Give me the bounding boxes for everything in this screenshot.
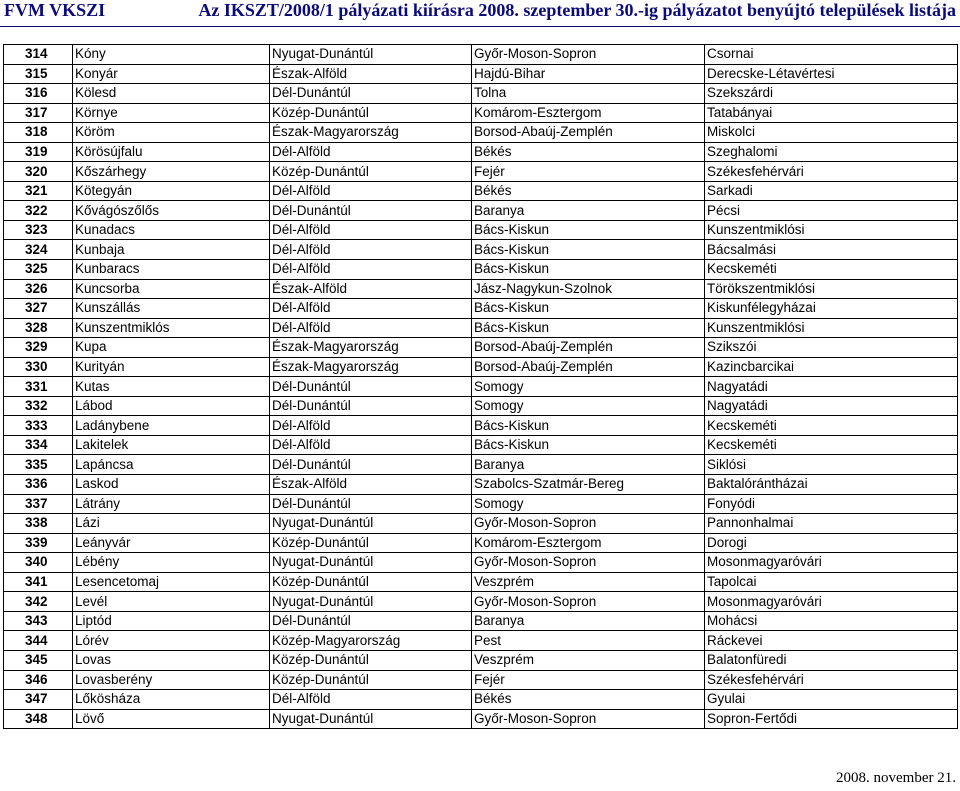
region-cell: Dél-Dunántúl (270, 201, 472, 221)
table-row (4, 611, 958, 631)
micro-region-cell: Tatabányai (705, 103, 958, 123)
row-number-cell: 333 (4, 416, 73, 436)
table-row (4, 553, 958, 573)
row-number-cell: 346 (4, 670, 73, 690)
micro-region-cell: Szekszárdi (705, 84, 958, 104)
settlement-name-cell: Lőkösháza (73, 690, 270, 710)
settlements-table (3, 44, 958, 729)
settlement-name-cell: Kurityán (73, 357, 270, 377)
table-row (4, 240, 958, 260)
table-row (4, 279, 958, 299)
table-row (4, 670, 958, 690)
micro-region-cell: Miskolci (705, 123, 958, 143)
micro-region-cell: Székesfehérvári (705, 670, 958, 690)
table-row (4, 45, 958, 65)
row-number-cell: 348 (4, 709, 73, 729)
county-cell: Bács-Kiskun (472, 240, 705, 260)
county-cell: Békés (472, 142, 705, 162)
micro-region-cell: Ráckevei (705, 631, 958, 651)
micro-region-cell: Mosonmagyaróvári (705, 592, 958, 612)
micro-region-cell: Sopron-Fertődi (705, 709, 958, 729)
settlement-name-cell: Környe (73, 103, 270, 123)
table-row (4, 338, 958, 358)
row-number-cell: 328 (4, 318, 73, 338)
county-cell: Békés (472, 181, 705, 201)
county-cell: Baranya (472, 201, 705, 221)
region-cell: Közép-Dunántúl (270, 533, 472, 553)
settlement-name-cell: Lábod (73, 396, 270, 416)
county-cell: Komárom-Esztergom (472, 103, 705, 123)
region-cell: Észak-Alföld (270, 475, 472, 495)
table-row (4, 592, 958, 612)
county-cell: Fejér (472, 162, 705, 182)
county-cell: Somogy (472, 494, 705, 514)
settlement-name-cell: Liptód (73, 611, 270, 631)
micro-region-cell: Pannonhalmai (705, 514, 958, 534)
county-cell: Tolna (472, 84, 705, 104)
settlement-name-cell: Kölesd (73, 84, 270, 104)
settlement-name-cell: Lapáncsa (73, 455, 270, 475)
county-cell: Pest (472, 631, 705, 651)
settlement-name-cell: Konyár (73, 64, 270, 84)
settlement-name-cell: Lórév (73, 631, 270, 651)
region-cell: Közép-Dunántúl (270, 103, 472, 123)
county-cell: Győr-Moson-Sopron (472, 592, 705, 612)
micro-region-cell: Csornai (705, 45, 958, 65)
county-cell: Bács-Kiskun (472, 318, 705, 338)
micro-region-cell: Pécsi (705, 201, 958, 221)
county-cell: Borsod-Abaúj-Zemplén (472, 338, 705, 358)
settlement-name-cell: Látrány (73, 494, 270, 514)
region-cell: Dél-Alföld (270, 181, 472, 201)
region-cell: Dél-Dunántúl (270, 611, 472, 631)
row-number-cell: 335 (4, 455, 73, 475)
micro-region-cell: Tapolcai (705, 572, 958, 592)
micro-region-cell: Fonyódi (705, 494, 958, 514)
county-cell: Győr-Moson-Sopron (472, 514, 705, 534)
settlement-name-cell: Körösújfalu (73, 142, 270, 162)
row-number-cell: 330 (4, 357, 73, 377)
row-number-cell: 319 (4, 142, 73, 162)
settlement-name-cell: Kunszentmiklós (73, 318, 270, 338)
row-number-cell: 322 (4, 201, 73, 221)
county-cell: Bács-Kiskun (472, 220, 705, 240)
region-cell: Közép-Dunántúl (270, 572, 472, 592)
region-cell: Dél-Alföld (270, 220, 472, 240)
region-cell: Észak-Alföld (270, 279, 472, 299)
micro-region-cell: Törökszentmiklósi (705, 279, 958, 299)
county-cell: Győr-Moson-Sopron (472, 709, 705, 729)
micro-region-cell: Kunszentmiklósi (705, 318, 958, 338)
micro-region-cell: Sarkadi (705, 181, 958, 201)
region-cell: Nyugat-Dunántúl (270, 45, 472, 65)
settlement-name-cell: Kuncsorba (73, 279, 270, 299)
micro-region-cell: Kecskeméti (705, 435, 958, 455)
row-number-cell: 334 (4, 435, 73, 455)
region-cell: Nyugat-Dunántúl (270, 514, 472, 534)
micro-region-cell: Szikszói (705, 338, 958, 358)
region-cell: Közép-Magyarország (270, 631, 472, 651)
row-number-cell: 315 (4, 64, 73, 84)
region-cell: Dél-Alföld (270, 318, 472, 338)
table-row (4, 260, 958, 280)
table-row (4, 631, 958, 651)
settlement-name-cell: Lázi (73, 514, 270, 534)
region-cell: Dél-Alföld (270, 416, 472, 436)
region-cell: Dél-Dunántúl (270, 396, 472, 416)
region-cell: Dél-Dunántúl (270, 84, 472, 104)
row-number-cell: 324 (4, 240, 73, 260)
row-number-cell: 347 (4, 690, 73, 710)
row-number-cell: 317 (4, 103, 73, 123)
header-divider (0, 26, 960, 27)
table-row (4, 494, 958, 514)
footer-date: 2008. november 21. (836, 770, 956, 786)
county-cell: Bács-Kiskun (472, 435, 705, 455)
row-number-cell: 339 (4, 533, 73, 553)
settlement-name-cell: Kunadacs (73, 220, 270, 240)
region-cell: Dél-Alföld (270, 142, 472, 162)
table-row (4, 103, 958, 123)
county-cell: Jász-Nagykun-Szolnok (472, 279, 705, 299)
row-number-cell: 320 (4, 162, 73, 182)
county-cell: Szabolcs-Szatmár-Bereg (472, 475, 705, 495)
row-number-cell: 337 (4, 494, 73, 514)
settlement-name-cell: Levél (73, 592, 270, 612)
micro-region-cell: Nagyatádi (705, 377, 958, 397)
region-cell: Nyugat-Dunántúl (270, 553, 472, 573)
micro-region-cell: Derecske-Létavértesi (705, 64, 958, 84)
region-cell: Nyugat-Dunántúl (270, 709, 472, 729)
micro-region-cell: Kiskunfélegyházai (705, 299, 958, 319)
county-cell: Veszprém (472, 650, 705, 670)
table-row (4, 416, 958, 436)
county-cell: Hajdú-Bihar (472, 64, 705, 84)
document-org-title: FVM VKSZI (4, 0, 106, 20)
micro-region-cell: Dorogi (705, 533, 958, 553)
row-number-cell: 332 (4, 396, 73, 416)
county-cell: Győr-Moson-Sopron (472, 45, 705, 65)
county-cell: Bács-Kiskun (472, 260, 705, 280)
row-number-cell: 327 (4, 299, 73, 319)
region-cell: Dél-Alföld (270, 690, 472, 710)
settlement-name-cell: Kunbaracs (73, 260, 270, 280)
settlement-name-cell: Leányvár (73, 533, 270, 553)
table-row (4, 396, 958, 416)
micro-region-cell: Nagyatádi (705, 396, 958, 416)
document-title: Az IKSZT/2008/1 pályázati kiírásra 2008. szeptember 30.-ig pályázatot benyújtó települések listája (198, 0, 956, 20)
settlement-name-cell: Kötegyán (73, 181, 270, 201)
settlement-name-cell: Kunbaja (73, 240, 270, 260)
row-number-cell: 340 (4, 553, 73, 573)
micro-region-cell: Kecskeméti (705, 260, 958, 280)
micro-region-cell: Siklósi (705, 455, 958, 475)
row-number-cell: 336 (4, 475, 73, 495)
settlement-name-cell: Kutas (73, 377, 270, 397)
county-cell: Komárom-Esztergom (472, 533, 705, 553)
row-number-cell: 329 (4, 338, 73, 358)
settlement-name-cell: Lövő (73, 709, 270, 729)
row-number-cell: 321 (4, 181, 73, 201)
table-row (4, 142, 958, 162)
table-row (4, 377, 958, 397)
settlement-name-cell: Köröm (73, 123, 270, 143)
table-row (4, 201, 958, 221)
settlement-name-cell: Kőszárhegy (73, 162, 270, 182)
region-cell: Nyugat-Dunántúl (270, 592, 472, 612)
table-row (4, 220, 958, 240)
settlement-name-cell: Kővágószőlős (73, 201, 270, 221)
table-row (4, 123, 958, 143)
settlement-name-cell: Laskod (73, 475, 270, 495)
micro-region-cell: Baktalórántházai (705, 475, 958, 495)
table-row (4, 690, 958, 710)
table-row (4, 572, 958, 592)
micro-region-cell: Mohácsi (705, 611, 958, 631)
table-row (4, 533, 958, 553)
micro-region-cell: Székesfehérvári (705, 162, 958, 182)
row-number-cell: 342 (4, 592, 73, 612)
row-number-cell: 314 (4, 45, 73, 65)
table-row (4, 162, 958, 182)
micro-region-cell: Kecskeméti (705, 416, 958, 436)
table-row (4, 181, 958, 201)
region-cell: Észak-Alföld (270, 64, 472, 84)
county-cell: Somogy (472, 377, 705, 397)
micro-region-cell: Kunszentmiklósi (705, 220, 958, 240)
row-number-cell: 343 (4, 611, 73, 631)
micro-region-cell: Gyulai (705, 690, 958, 710)
micro-region-cell: Balatonfüredi (705, 650, 958, 670)
table-row (4, 357, 958, 377)
table-row (4, 84, 958, 104)
table-row (4, 475, 958, 495)
region-cell: Dél-Alföld (270, 435, 472, 455)
table-row (4, 435, 958, 455)
region-cell: Közép-Dunántúl (270, 670, 472, 690)
row-number-cell: 344 (4, 631, 73, 651)
table-row (4, 299, 958, 319)
region-cell: Dél-Alföld (270, 260, 472, 280)
county-cell: Fejér (472, 670, 705, 690)
county-cell: Borsod-Abaúj-Zemplén (472, 357, 705, 377)
county-cell: Borsod-Abaúj-Zemplén (472, 123, 705, 143)
region-cell: Dél-Alföld (270, 240, 472, 260)
table-row (4, 650, 958, 670)
row-number-cell: 323 (4, 220, 73, 240)
table-row (4, 514, 958, 534)
settlement-name-cell: Lovasberény (73, 670, 270, 690)
region-cell: Észak-Magyarország (270, 123, 472, 143)
row-number-cell: 331 (4, 377, 73, 397)
table-row (4, 455, 958, 475)
county-cell: Győr-Moson-Sopron (472, 553, 705, 573)
settlement-name-cell: Lakitelek (73, 435, 270, 455)
row-number-cell: 345 (4, 650, 73, 670)
county-cell: Bács-Kiskun (472, 299, 705, 319)
micro-region-cell: Szeghalomi (705, 142, 958, 162)
region-cell: Közép-Dunántúl (270, 162, 472, 182)
county-cell: Békés (472, 690, 705, 710)
settlement-name-cell: Lébény (73, 553, 270, 573)
settlement-name-cell: Kóny (73, 45, 270, 65)
micro-region-cell: Bácsalmási (705, 240, 958, 260)
micro-region-cell: Mosonmagyaróvári (705, 553, 958, 573)
settlement-name-cell: Kunszállás (73, 299, 270, 319)
region-cell: Dél-Dunántúl (270, 455, 472, 475)
region-cell: Észak-Magyarország (270, 338, 472, 358)
row-number-cell: 316 (4, 84, 73, 104)
micro-region-cell: Kazincbarcikai (705, 357, 958, 377)
region-cell: Közép-Dunántúl (270, 650, 472, 670)
county-cell: Bács-Kiskun (472, 416, 705, 436)
row-number-cell: 326 (4, 279, 73, 299)
settlement-name-cell: Lovas (73, 650, 270, 670)
settlement-name-cell: Kupa (73, 338, 270, 358)
settlements-table-body (4, 45, 958, 729)
row-number-cell: 341 (4, 572, 73, 592)
county-cell: Somogy (472, 396, 705, 416)
region-cell: Dél-Dunántúl (270, 377, 472, 397)
region-cell: Dél-Dunántúl (270, 494, 472, 514)
settlement-name-cell: Lesencetomaj (73, 572, 270, 592)
row-number-cell: 338 (4, 514, 73, 534)
county-cell: Veszprém (472, 572, 705, 592)
settlement-name-cell: Ladánybene (73, 416, 270, 436)
table-row (4, 318, 958, 338)
county-cell: Baranya (472, 455, 705, 475)
table-row (4, 709, 958, 729)
row-number-cell: 318 (4, 123, 73, 143)
region-cell: Észak-Magyarország (270, 357, 472, 377)
row-number-cell: 325 (4, 260, 73, 280)
county-cell: Baranya (472, 611, 705, 631)
table-row (4, 64, 958, 84)
region-cell: Dél-Alföld (270, 299, 472, 319)
